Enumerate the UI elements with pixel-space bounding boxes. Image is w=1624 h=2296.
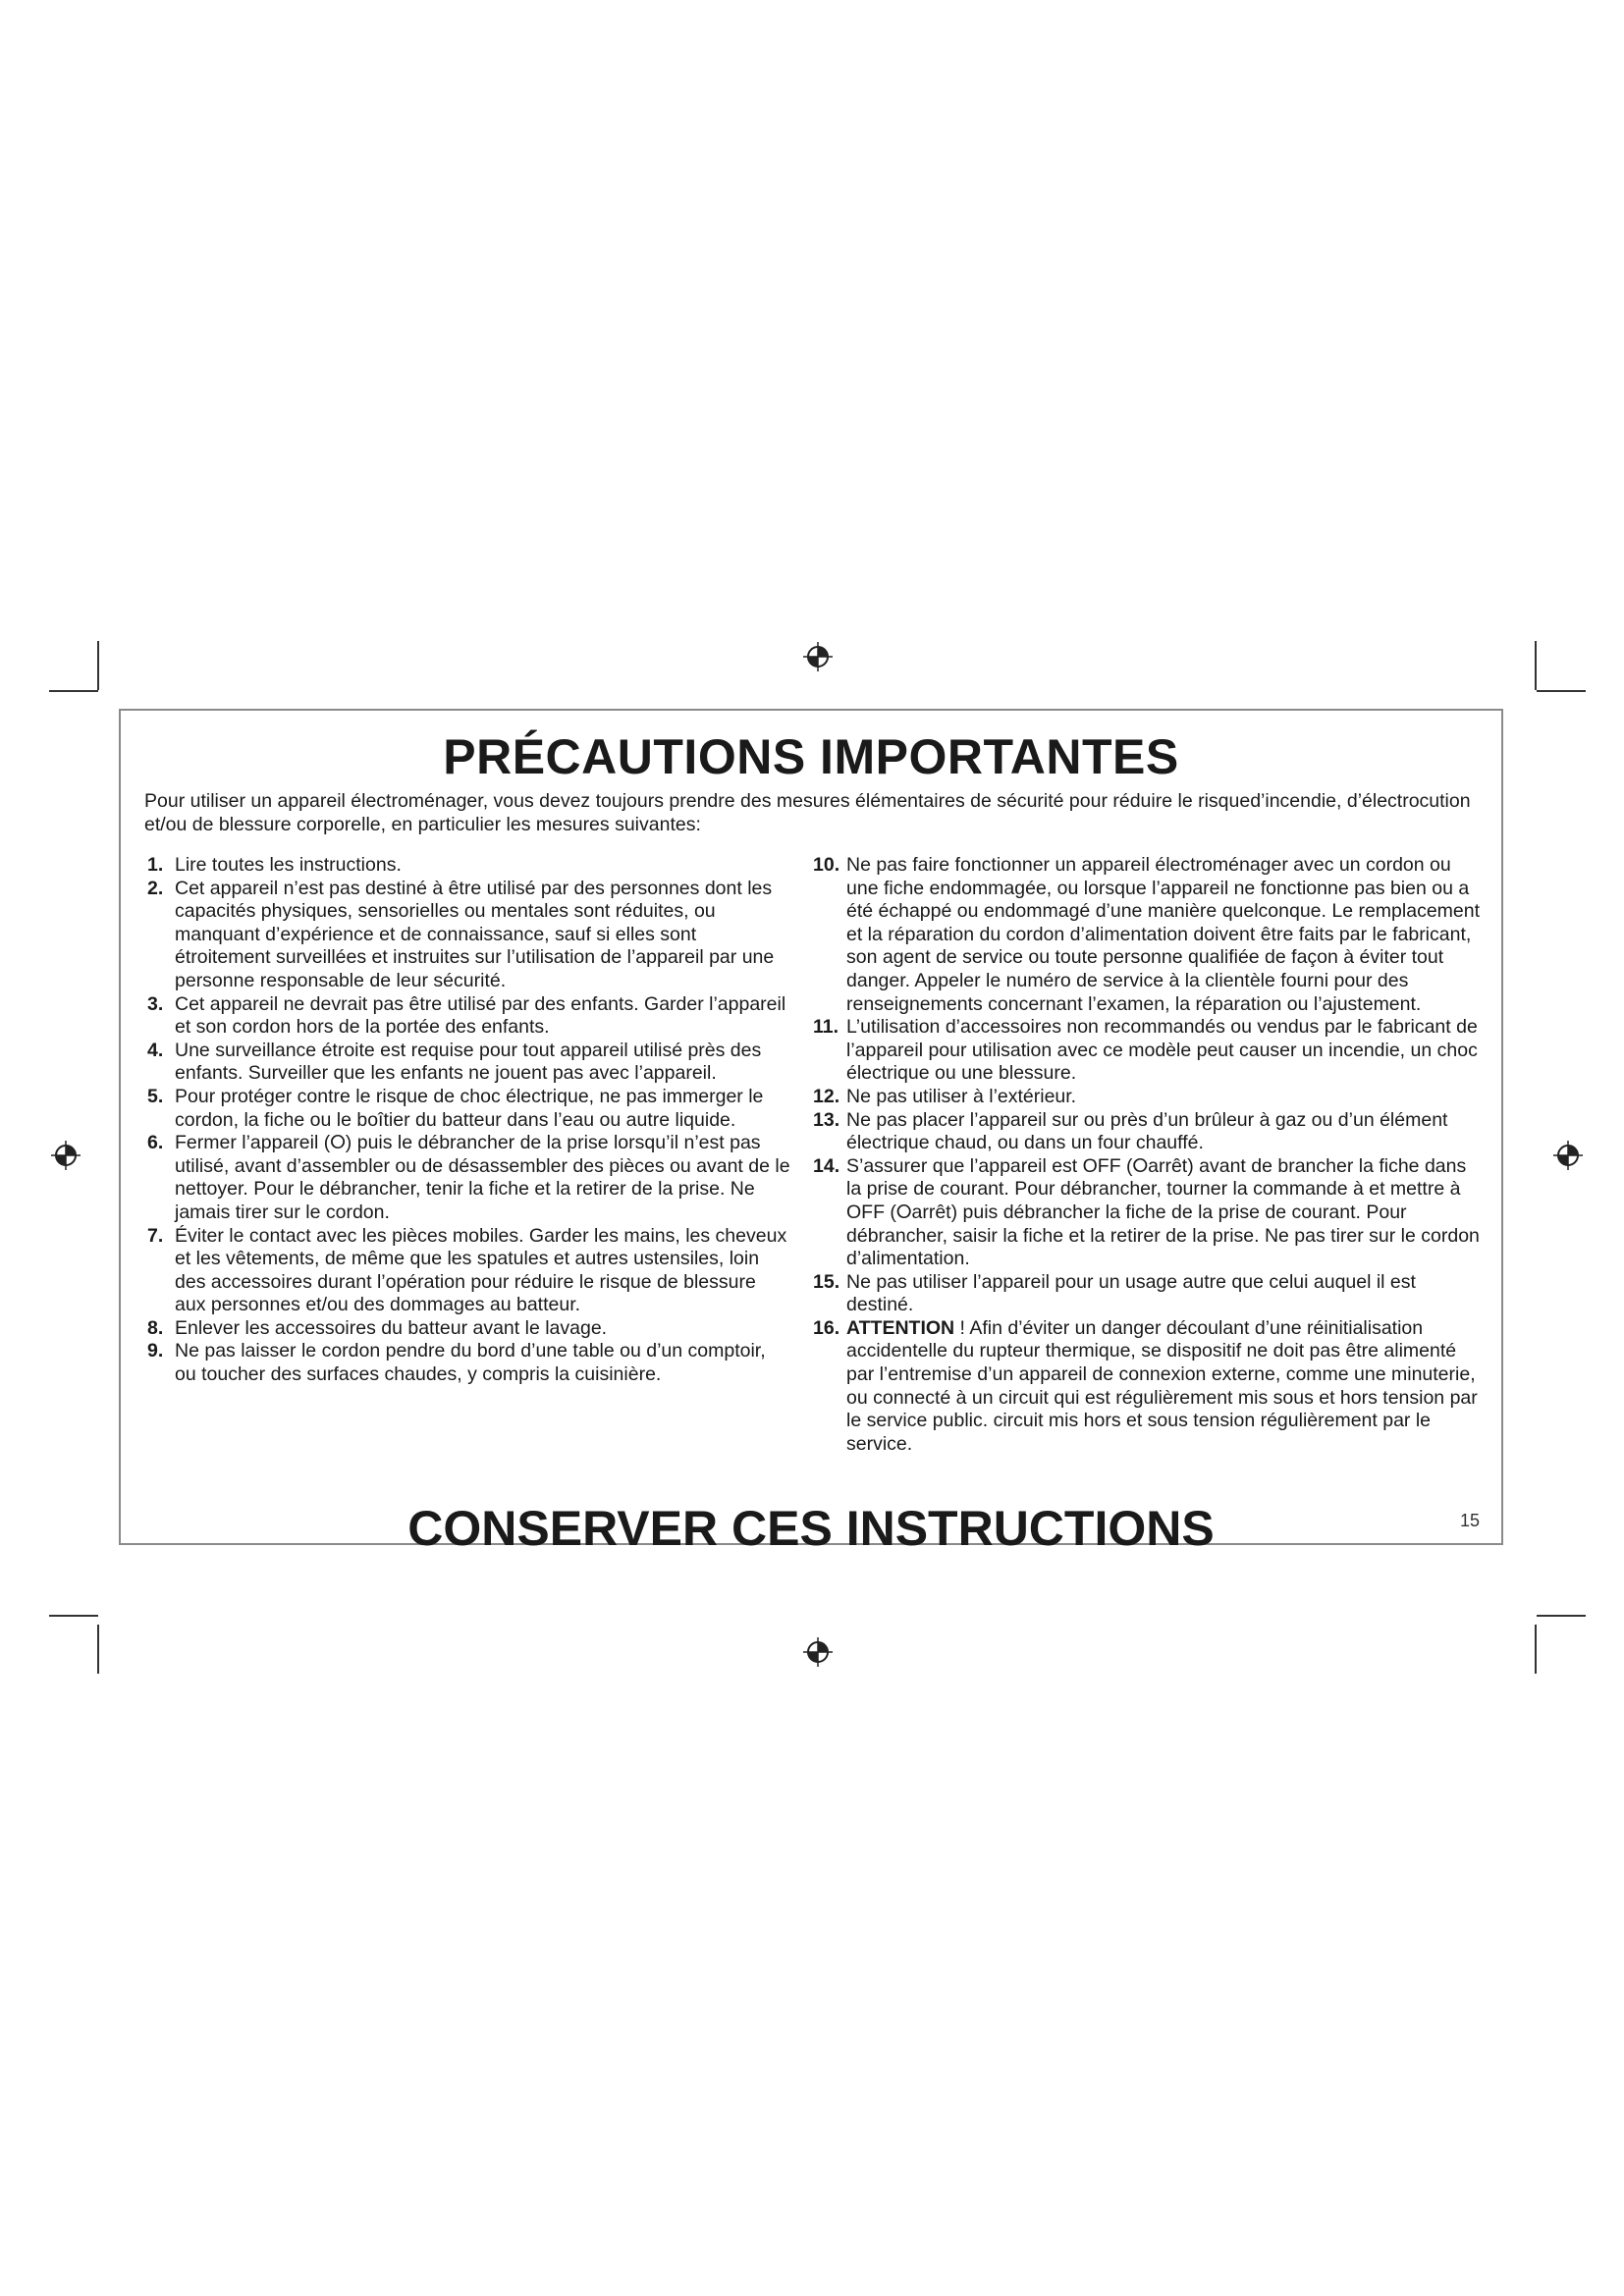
- footer-title: CONSERVER CES INSTRUCTIONS: [407, 1501, 1215, 1556]
- registration-target-icon: [803, 642, 833, 671]
- item-text: L’utilisation d’accessoires non recommandés ou vendus par le fabricant de l’appareil pour utilisation avec ce modèle peut causer un incendie, un choc électrique ou une blessure.: [846, 1016, 1478, 1085]
- list-item: [813, 1086, 1484, 1109]
- list-item: [147, 1086, 791, 1132]
- item-number: 10.: [813, 854, 840, 876]
- item-text: Ne pas utiliser l’appareil pour un usage autre que celui auquel il est destiné.: [846, 1270, 1416, 1316]
- list-item: [147, 854, 791, 878]
- item-text: Fermer l’appareil (⭘) puis le débrancher de la prise lorsqu’il n’est pas utilisé, avant d’assembler ou de désassembler des pièces ou avant de le nettoyer. Pour le débrancher, tenir la fiche et la retirer de la prise. Ne jamais tirer sur le cordon.: [175, 1132, 790, 1223]
- crop-mark: [97, 1625, 99, 1674]
- list-item: [813, 1155, 1484, 1271]
- item-text: Lire toutes les instructions.: [175, 854, 402, 876]
- registration-target-icon: [1553, 1141, 1583, 1170]
- list-item: [813, 854, 1484, 1016]
- crop-mark: [1535, 641, 1537, 690]
- list-item: [147, 1340, 791, 1386]
- list-item: [147, 1132, 791, 1224]
- item-number: 6.: [147, 1132, 164, 1154]
- instructions-list-right: [813, 854, 1484, 1456]
- item-number: 14.: [813, 1154, 840, 1177]
- list-item: [147, 993, 791, 1040]
- item-text: Enlever les accessoires du batteur avant le lavage.: [175, 1316, 608, 1339]
- item-text: S’assurer que l’appareil est OFF (⭘arrêt) avant de brancher la fiche dans la prise de courant. Pour débrancher, tourner la commande à et mettre à OFF (⭘arrêt) puis débrancher la fiche de la prise de courant. Pour débrancher, saisir la fiche et la retirer de la prise. Ne pas tirer sur le cordon d’alimentation.: [846, 1154, 1480, 1270]
- crop-mark: [1537, 690, 1586, 692]
- item-number: 13.: [813, 1108, 840, 1131]
- crop-mark: [97, 641, 99, 690]
- item-number: 16.: [813, 1316, 840, 1339]
- crop-mark: [1537, 1615, 1586, 1617]
- registration-target-icon: [803, 1637, 833, 1667]
- page-title: PRÉCAUTIONS IMPORTANTES: [443, 729, 1179, 784]
- item-text: Ne pas laisser le cordon pendre du bord d’une table ou d’un comptoir, ou toucher des surfaces chaudes, y compris la cuisinière.: [175, 1340, 766, 1386]
- item-text: Cet appareil n’est pas destiné à être utilisé par des personnes dont les capacités physiques, sensorielles ou mentales sont réduites, ou manquant d’expérience et de connaissance, sauf si elles sont étroitement surveillées et instruites sur l’utilisation de l’appareil par une personne responsable de leur sécurité.: [175, 877, 775, 991]
- crop-mark: [49, 1615, 98, 1617]
- item-number: 1.: [147, 854, 164, 876]
- list-item: [813, 1271, 1484, 1317]
- item-number: 12.: [813, 1085, 840, 1107]
- list-item: [813, 1109, 1484, 1155]
- instructions-list-left: [147, 854, 791, 1387]
- item-number: 15.: [813, 1270, 840, 1293]
- item-number: 4.: [147, 1039, 164, 1061]
- item-number: 3.: [147, 992, 164, 1015]
- page-number: 15: [1459, 1511, 1480, 1530]
- attention-label: ATTENTION: [846, 1316, 955, 1339]
- item-text: ! Afin d’éviter un danger découlant d’une réinitialisation accidentelle du rupteur thermique, se dispositif ne doit pas être alimenté par l’entremise d’un appareil de connexion externe, comme une minuterie, ou connecté à un circuit qui est régulièrement mis sous et hors tension par le service public. circuit mis hors et sous tension régulièrement par le service.: [846, 1316, 1478, 1455]
- item-text: Ne pas faire fonctionner un appareil électroménager avec un cordon ou une fiche endommagée, ou lorsque l’appareil ne fonctionne pas bien ou a été échappé ou endommagé d’une manière quelconque. Le remplacement et la réparation du cordon d’alimentation doivent être faits par le fabricant, son agent de service ou toute personne qualifiée de façon à éviter tout danger. Appeler le numéro de service à la clientèle fourni pour des renseignements concernant l’examen, la réparation ou l’ajustement.: [846, 854, 1481, 1015]
- registration-target-icon: [51, 1141, 81, 1170]
- list-item: [147, 1225, 791, 1317]
- crop-mark: [1535, 1625, 1537, 1674]
- item-number: 11.: [813, 1016, 839, 1039]
- item-number: 5.: [147, 1085, 164, 1107]
- item-number: 2.: [147, 877, 164, 899]
- intro-paragraph: Pour utiliser un appareil électroménager, vous devez toujours prendre des mesures élémentaires de sécurité pour réduire le risqued’incendie, d’électrocution et/ou de blessure corporelle, en particulier les mesures suivantes:: [144, 790, 1471, 835]
- item-text: Éviter le contact avec les pièces mobiles. Garder les mains, les cheveux et les vêtements, de même que les spatules et autres ustensiles, loin des accessoires durant l’opération pour réduire le risque de blessure aux personnes et/ou des dommages au batteur.: [175, 1224, 787, 1316]
- item-text: Une surveillance étroite est requise pour tout appareil utilisé près des enfants. Surveiller que les enfants ne jouent pas avec l’appareil.: [175, 1039, 762, 1085]
- item-number: 8.: [147, 1316, 164, 1339]
- item-text: Cet appareil ne devrait pas être utilisé par des enfants. Garder l’appareil et son cordon hors de la portée des enfants.: [175, 992, 786, 1039]
- item-text: Ne pas placer l’appareil sur ou près d’un brûleur à gaz ou d’un élément électrique chaud, ou dans un four chauffé.: [846, 1108, 1448, 1154]
- item-text: Ne pas utiliser à l’extérieur.: [846, 1085, 1077, 1107]
- list-item: [147, 878, 791, 993]
- crop-mark: [49, 690, 98, 692]
- item-text: Pour protéger contre le risque de choc électrique, ne pas immerger le cordon, la fiche ou le boîtier du batteur dans l’eau ou autre liquide.: [175, 1085, 764, 1131]
- list-item: [813, 1016, 1484, 1086]
- safety-box: [119, 709, 1503, 1556]
- item-number: 9.: [147, 1340, 164, 1362]
- list-item: [147, 1040, 791, 1086]
- list-item: [813, 1317, 1484, 1457]
- item-number: 7.: [147, 1224, 164, 1247]
- list-item: [147, 1317, 791, 1341]
